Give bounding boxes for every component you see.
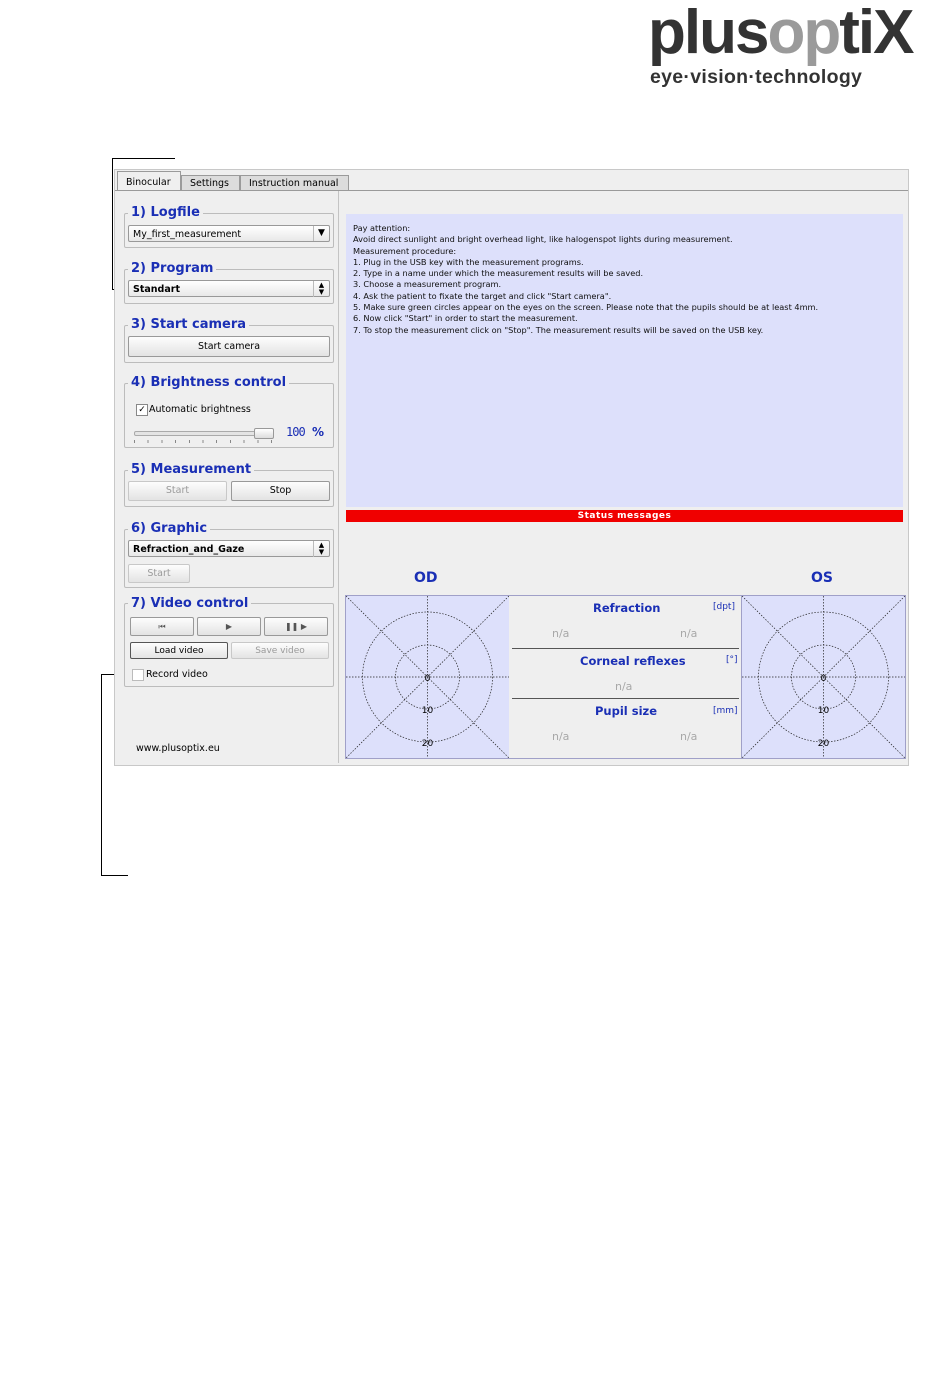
slider-ticks <box>134 440 272 443</box>
os-target-graphic <box>741 595 906 759</box>
chevron-down-icon: ▼ <box>313 226 329 241</box>
refraction-od-value: n/a <box>552 627 570 640</box>
ring-label-0: 0 <box>820 674 827 684</box>
instruction-line: 1. Plug in the USB key with the measurement programs. <box>353 256 584 267</box>
pupil-unit: [mm] <box>713 706 738 716</box>
corneal-value: n/a <box>615 680 633 693</box>
ring-label-10: 10 <box>817 706 830 716</box>
brightness-title: 4) Brightness control <box>128 376 289 390</box>
graphic-start-button[interactable]: Start <box>128 564 190 583</box>
instruction-lines <box>353 223 818 336</box>
refraction-os-value: n/a <box>680 627 698 640</box>
ring-label-20: 20 <box>817 739 830 749</box>
instruction-line: 7. To stop the measurement click on "Stop". The measurement results will be saved on the USB key. <box>353 324 764 335</box>
os-target-svg <box>742 596 905 758</box>
pupil-os-value: n/a <box>680 730 698 743</box>
brightness-slider[interactable] <box>134 428 275 440</box>
os-label: OS <box>811 570 833 586</box>
program-title: 2) Program <box>128 262 216 276</box>
results-panel <box>509 595 742 759</box>
pause-icon: ❚❚ ▶ <box>284 622 308 631</box>
program-select[interactable] <box>128 280 330 297</box>
plusoptix-logo <box>648 0 913 92</box>
updown-arrows-icon: ▲ ▼ <box>313 541 329 557</box>
brightness-value: 100 <box>286 425 305 439</box>
measurement-title: 5) Measurement <box>128 463 254 477</box>
updown-arrows-icon: ▲ ▼ <box>313 281 329 297</box>
record-video-label: Record video <box>146 669 208 680</box>
start-camera-button[interactable]: Start camera <box>128 336 330 357</box>
pupil-title: Pupil size <box>595 704 658 718</box>
results-divider <box>512 698 739 699</box>
pupil-od-value: n/a <box>552 730 570 743</box>
instruction-line: 2. Type in a name under which the measurement results will be saved. <box>353 268 644 279</box>
instruction-line: 4. Ask the patient to fixate the target and click "Start camera". <box>353 290 612 301</box>
play-icon: ▶ <box>225 622 233 631</box>
instruction-line: Avoid direct sunlight and bright overhead light, like halogenspot lights during measurement. <box>353 234 733 245</box>
automatic-brightness-checkbox[interactable]: ✓ <box>136 404 148 416</box>
website-link[interactable]: www.plusoptix.eu <box>136 743 220 754</box>
camera-title: 3) Start camera <box>128 318 249 332</box>
logfile-value: My_first_measurement <box>133 229 242 240</box>
logfile-select[interactable] <box>128 225 330 242</box>
tab-divider <box>115 190 908 191</box>
instruction-line: Pay attention: <box>353 223 411 233</box>
corneal-unit: [°] <box>726 655 738 665</box>
measurement-stop-button[interactable]: Stop <box>231 481 330 501</box>
ring-label-0: 0 <box>424 674 431 684</box>
od-label: OD <box>414 570 438 586</box>
ring-label-10: 10 <box>421 706 434 716</box>
status-bar: Status messages <box>346 510 903 522</box>
automatic-brightness-label: Automatic brightness <box>149 404 251 415</box>
od-target-svg <box>346 596 509 758</box>
play-button[interactable] <box>197 617 261 636</box>
brightness-unit: % <box>312 425 325 439</box>
measurement-start-button[interactable]: Start <box>128 481 227 501</box>
ring-label-20: 20 <box>421 739 434 749</box>
od-target-graphic <box>345 595 510 759</box>
graphic-title: 6) Graphic <box>128 522 210 536</box>
corneal-title: Corneal reflexes <box>580 654 686 668</box>
program-value: Standart <box>133 284 180 295</box>
tab-settings[interactable]: Settings <box>181 175 240 190</box>
panel-divider <box>338 191 339 763</box>
tab-instruction-manual[interactable]: Instruction manual <box>240 175 349 190</box>
instruction-panel <box>346 214 903 507</box>
save-video-button[interactable]: Save video <box>231 642 329 659</box>
instruction-line: 6. Now click "Start" in order to start the measurement. <box>353 313 578 324</box>
instruction-line: 5. Make sure green circles appear on the eyes on the screen. Please note that the pupils should be at least 4mm. <box>353 302 819 313</box>
instruction-line: 3. Choose a measurement program. <box>353 279 502 290</box>
logo-wordmark: plusoptiX <box>648 0 913 67</box>
slider-track <box>134 431 274 436</box>
graphic-select[interactable] <box>128 540 330 557</box>
tab-bar <box>115 170 908 190</box>
video-title: 7) Video control <box>128 597 251 611</box>
pause-step-button[interactable] <box>264 617 328 636</box>
results-divider <box>512 648 739 649</box>
tab-binocular[interactable]: Binocular <box>117 171 181 191</box>
refraction-unit: [dpt] <box>713 602 735 612</box>
rewind-button[interactable] <box>130 617 194 636</box>
logfile-title: 1) Logfile <box>128 206 203 220</box>
instruction-line: Measurement procedure: <box>353 245 457 256</box>
logo-tagline: eye·vision·technology <box>650 66 863 88</box>
load-video-button[interactable]: Load video <box>130 642 228 659</box>
refraction-title: Refraction <box>593 601 661 615</box>
graphic-value: Refraction_and_Gaze <box>133 544 245 555</box>
record-video-checkbox[interactable] <box>132 669 144 681</box>
app-window <box>114 169 909 766</box>
skip-back-icon: ⏮ <box>158 622 166 631</box>
slider-handle[interactable] <box>254 428 274 439</box>
